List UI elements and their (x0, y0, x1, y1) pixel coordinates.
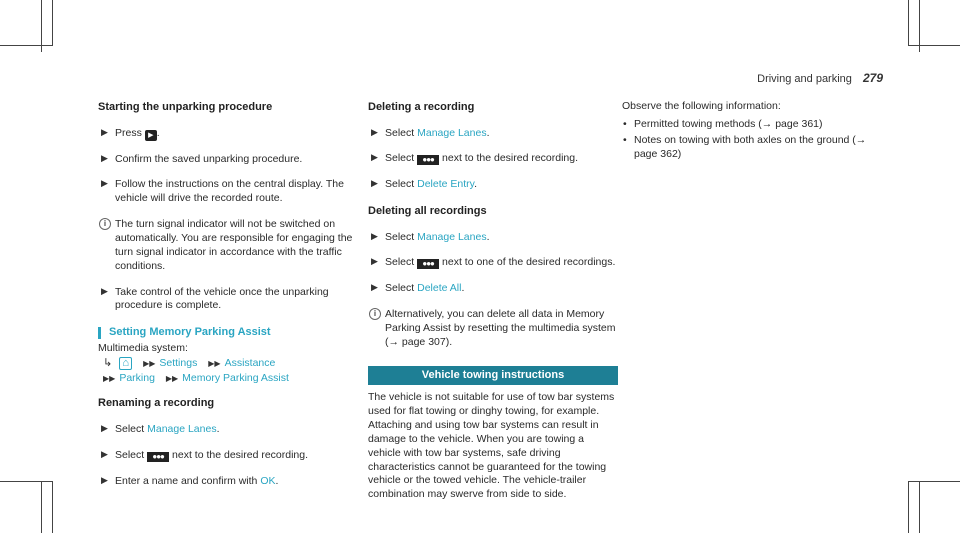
page-header (757, 71, 883, 87)
multimedia-label: Multimedia system: (98, 341, 188, 354)
turn-arrow-icon: ↳ (103, 356, 113, 369)
section-setting-memory-parking: Setting Memory Parking Assist (98, 325, 363, 340)
delete-all-link[interactable]: Delete All (417, 282, 462, 295)
step: ▶ Select ●●● next to the desired recording. (371, 152, 579, 165)
info-note: i The turn signal indicator will not be switched on automatically. You are responsible for engaging the turn signal indicator in accordance with the traffic conditions. (98, 218, 363, 273)
step-arrow-icon: ▶ (371, 152, 378, 163)
column-right (622, 100, 882, 163)
column-middle (368, 100, 618, 506)
play-button-icon: ▶ (145, 130, 157, 141)
crop-mark (41, 0, 42, 52)
manage-lanes-link[interactable]: Manage Lanes (417, 126, 487, 139)
menu-path: ▶▶ Parking ▶▶ Memory Parking Assist (103, 372, 289, 385)
heading-deleting-recording: Deleting a recording (368, 101, 475, 113)
step-arrow-icon: ▶ (101, 285, 108, 296)
step-arrow-icon: ▶ (371, 230, 378, 241)
delete-entry-link[interactable]: Delete Entry (417, 178, 475, 191)
more-options-icon: ●●● (147, 452, 169, 462)
step: ▶ Select ●●● next to the desired recording. (101, 448, 309, 461)
more-options-icon: ●●● (417, 259, 439, 269)
crop-mark (908, 0, 909, 46)
chevron-right-icon: ▶▶ (103, 374, 116, 384)
page-number: 279 (862, 71, 883, 85)
bullet-icon: • (623, 133, 627, 146)
step-arrow-icon: ▶ (101, 126, 108, 137)
step: ▶ Follow the instructions on the central display. The vehicle will drive the recorded route. (101, 178, 344, 205)
step: ▶ Select Manage Lanes. (101, 422, 220, 435)
home-icon: ⌂ (119, 357, 132, 370)
manage-lanes-link[interactable]: Manage Lanes (417, 230, 487, 243)
step-arrow-icon: ▶ (101, 178, 108, 189)
step-arrow-icon: ▶ (371, 178, 378, 189)
step: ▶ Select Delete Entry. (371, 178, 478, 191)
menu-path: ↳ ⌂ ▶▶ Settings ▶▶ Assistance (103, 356, 276, 369)
info-icon: i (369, 308, 381, 320)
info-icon: i (99, 218, 111, 230)
bullet-icon: • (623, 117, 627, 130)
crop-mark (41, 481, 42, 533)
manage-lanes-link[interactable]: Manage Lanes (147, 422, 217, 435)
crop-mark (919, 0, 920, 52)
info-note: i Alternatively, you can delete all data in Memory Parking Assist by resetting the multimedia system (→ page 307). (368, 308, 618, 350)
observe-intro: Observe the following information: (622, 100, 781, 112)
chevron-right-icon: ▶▶ (165, 374, 179, 384)
chevron-right-icon: ▶▶ (208, 358, 221, 368)
step: ▶ Select Manage Lanes. (371, 126, 490, 139)
list-item: • Notes on towing with both axles on the ground (→ page 362) (623, 133, 867, 160)
crop-mark (919, 481, 920, 533)
step-arrow-icon: ▶ (371, 282, 378, 293)
crop-mark (52, 481, 53, 533)
crop-mark (0, 45, 52, 46)
crop-mark (908, 481, 909, 533)
towing-paragraph: The vehicle is not suitable for use of tow bar systems used for flat towing or dinghy towing, for example. Attaching and using tow bar systems can result in damage to the vehicle. When you are towing a vehicle with tow bar systems, safe driving characteristics cannot be guaranteed for the towing vehicle or the towed vehicle. The vehicle-trailer combination may swerve from side to side. (368, 391, 615, 501)
heading-deleting-all: Deleting all recordings (368, 205, 487, 218)
crop-mark (908, 45, 960, 46)
crop-mark (52, 0, 53, 46)
step-arrow-icon: ▶ (101, 474, 108, 485)
crop-mark (908, 481, 960, 482)
step: ▶ Select Manage Lanes. (371, 230, 490, 243)
step-arrow-icon: ▶ (371, 126, 378, 137)
step: ▶ Press ▶ . (101, 126, 160, 139)
chevron-right-icon: ▶▶ (143, 358, 156, 368)
header-section: Driving and parking (757, 73, 852, 85)
list-item: • Permitted towing methods (→ page 361) (623, 117, 823, 130)
ok-link[interactable]: OK (260, 474, 276, 487)
heading-starting-unparking: Starting the unparking procedure (98, 101, 273, 113)
step: ▶ Select ●●● next to one of the desired recordings. (371, 256, 616, 269)
step: ▶ Take control of the vehicle once the unparking procedure is complete. (101, 285, 329, 312)
more-options-icon: ●●● (417, 155, 439, 165)
step-arrow-icon: ▶ (101, 152, 108, 163)
step-arrow-icon: ▶ (101, 448, 108, 459)
step: ▶ Enter a name and confirm with OK. (101, 474, 279, 487)
section-marker (98, 327, 101, 339)
step: ▶ Confirm the saved unparking procedure. (101, 152, 303, 165)
step-arrow-icon: ▶ (101, 422, 108, 433)
crop-mark (0, 481, 52, 482)
step-arrow-icon: ▶ (371, 256, 378, 267)
heading-renaming-recording: Renaming a recording (98, 397, 215, 410)
column-left (98, 100, 363, 500)
section-banner-towing: Vehicle towing instructions (368, 366, 618, 386)
step: ▶ Select Delete All. (371, 282, 465, 295)
